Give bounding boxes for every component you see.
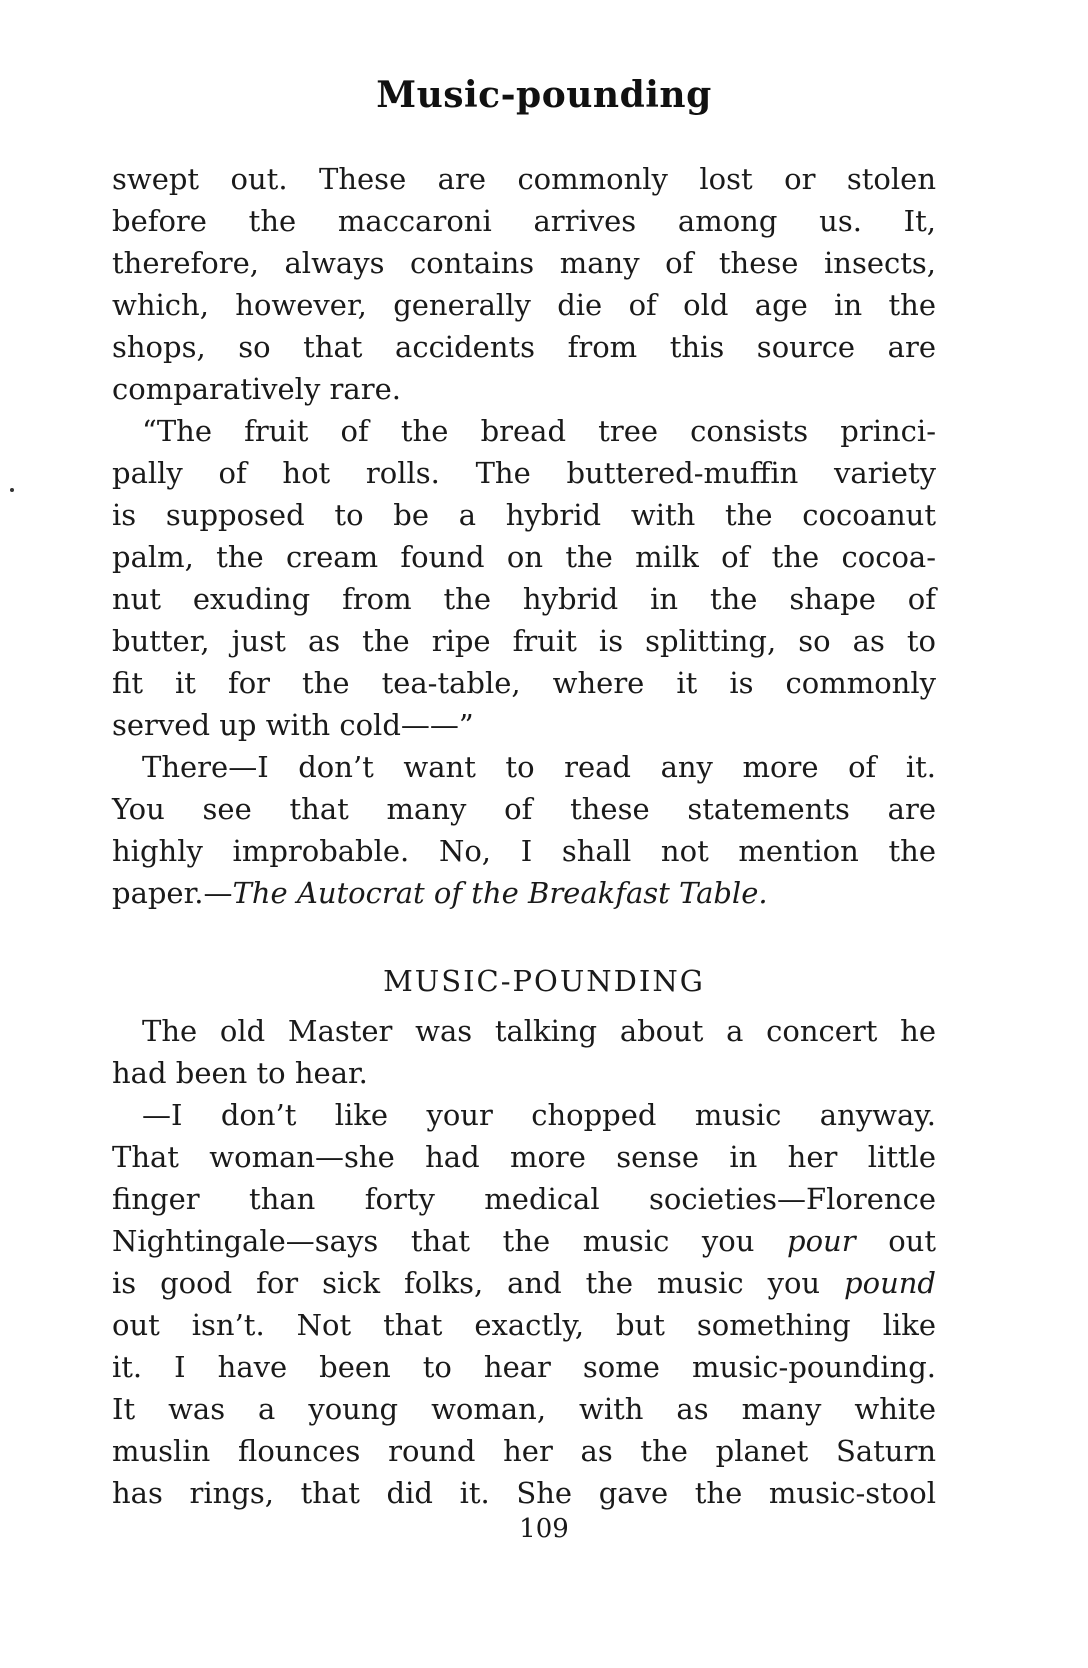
- text-line: out isn’t. Not that exactly, but something like: [112, 1308, 936, 1342]
- text-line: That woman—she had more sense in her little: [112, 1140, 936, 1174]
- citation-prefix: paper.—: [112, 876, 233, 910]
- text-line: pally of hot rolls. The buttered-muffin variety: [112, 456, 936, 490]
- text-line: fit it for the tea-table, where it is commonly: [112, 666, 936, 700]
- text-line: palm, the cream found on the milk of the cocoa-: [112, 540, 936, 574]
- text-line: There—I don’t want to read any more of it.: [142, 750, 936, 784]
- text-line: finger than forty medical societies—Florence: [112, 1182, 936, 1216]
- text-line: served up with cold——”: [112, 708, 474, 742]
- text-line: therefore, always contains many of these insects,: [112, 246, 936, 280]
- text-line: muslin flounces round her as the planet Saturn: [112, 1434, 936, 1468]
- text-column-upper: [112, 158, 936, 914]
- text-fragment: Nightingale—says that the music you: [112, 1224, 788, 1258]
- text-line-pound: [112, 1262, 936, 1304]
- text-line: before the maccaroni arrives among us. It,: [112, 204, 936, 238]
- emphasis-pound: pound: [844, 1266, 936, 1300]
- text-line: —I don’t like your chopped music anyway.: [142, 1098, 936, 1132]
- text-line: is supposed to be a hybrid with the cocoanut: [112, 498, 936, 532]
- text-column-lower: [112, 1010, 936, 1514]
- text-line: has rings, that did it. She gave the music-stool: [112, 1476, 936, 1510]
- text-line: highly improbable. No, I shall not mention the: [112, 834, 936, 868]
- text-line: It was a young woman, with as many white: [112, 1392, 936, 1426]
- text-line: nut exuding from the hybrid in the shape of: [112, 582, 936, 616]
- text-line: You see that many of these statements are: [112, 792, 936, 826]
- page-number: 109: [519, 1514, 569, 1544]
- text-line: shops, so that accidents from this source are: [112, 330, 936, 364]
- text-line: comparatively rare.: [112, 372, 401, 406]
- text-line: it. I have been to hear some music-pounding.: [112, 1350, 936, 1384]
- text-line: butter, just as the ripe fruit is splitting, so as to: [112, 624, 936, 658]
- book-title-citation: The Autocrat of the Breakfast Table.: [232, 876, 768, 910]
- text-line: swept out. These are commonly lost or stolen: [112, 162, 936, 196]
- running-head: Music-pounding: [376, 74, 712, 116]
- text-line: had been to hear.: [112, 1056, 368, 1090]
- text-fragment: out: [855, 1224, 936, 1258]
- text-line: which, however, generally die of old age in the: [112, 288, 936, 322]
- text-line: “The fruit of the bread tree consists princi-: [142, 414, 936, 448]
- text-line-pour: [112, 1220, 936, 1262]
- emphasis-pour: pour: [787, 1224, 856, 1258]
- text-fragment: is good for sick folks, and the music you: [112, 1266, 845, 1300]
- margin-ink-mark: [10, 488, 14, 492]
- text-line-citation: [112, 872, 936, 914]
- text-line: The old Master was talking about a concert he: [142, 1014, 936, 1048]
- section-heading: MUSIC-POUNDING: [383, 964, 705, 998]
